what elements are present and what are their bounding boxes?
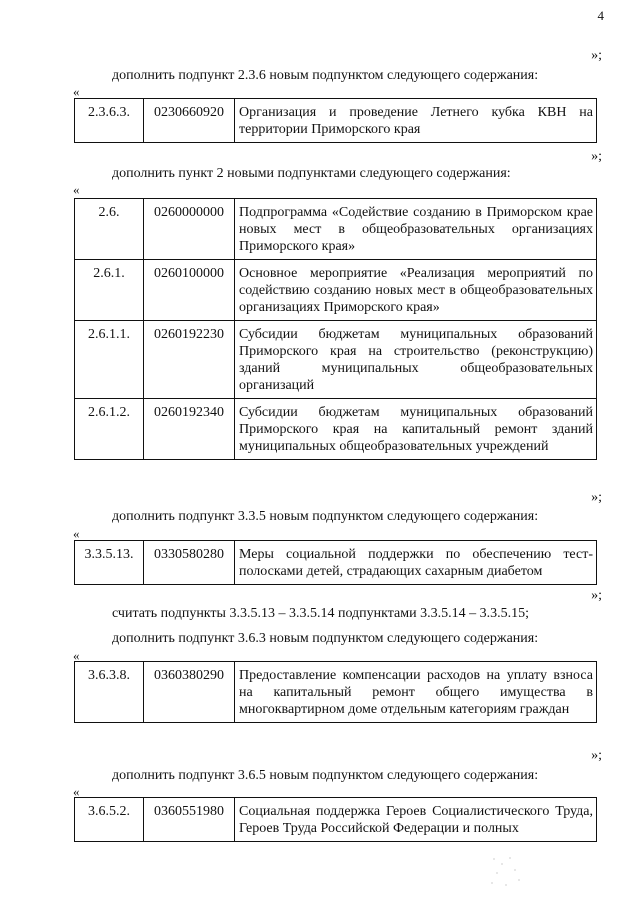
section-table [74, 540, 597, 585]
opening-quote: « [73, 648, 80, 663]
row-code: 0360551980 [144, 798, 235, 842]
section-table [74, 661, 597, 723]
section-intro: дополнить подпункт 3.6.3 новым подпунктом следующего содержания: [112, 631, 539, 646]
row-code: 0260192340 [144, 399, 235, 460]
opening-quote: « [73, 84, 80, 99]
page-number: 4 [597, 8, 604, 23]
row-code: 0260192230 [144, 321, 235, 399]
row-number: 2.6.1.2. [75, 399, 144, 460]
row-number: 2.6. [75, 199, 144, 260]
section-table [74, 98, 597, 143]
closing-quote: »; [591, 748, 602, 763]
opening-quote: « [73, 526, 80, 541]
row-number: 2.6.1.1. [75, 321, 144, 399]
section-intro: дополнить подпункт 3.3.5 новым подпунктом следующего содержания: [112, 509, 539, 524]
scan-noise-dots [488, 855, 528, 895]
row-code: 0330580280 [144, 541, 235, 585]
row-number: 2.3.6.3. [75, 99, 144, 143]
table-row [75, 321, 597, 399]
section-table [74, 198, 597, 460]
row-code: 0260100000 [144, 260, 235, 321]
opening-quote: « [73, 784, 80, 799]
row-text: Основное мероприятие «Реализация мероприятий по содействию созданию новых мест в общеобразовательных организациях Приморского края» [235, 260, 597, 321]
row-text: Субсидии бюджетам муниципальных образований Приморского края на капитальный ремонт зданий муниципальных общеобразовательных учреждений [235, 399, 597, 460]
table-row [75, 199, 597, 260]
row-text: Социальная поддержка Героев Социалистического Труда, Героев Труда Российской Федерации и полных [235, 798, 597, 842]
section-intro: дополнить подпункт 3.6.5 новым подпунктом следующего содержания: [112, 768, 539, 783]
row-number: 3.3.5.13. [75, 541, 144, 585]
table-row [75, 541, 597, 585]
row-text: Субсидии бюджетам муниципальных образований Приморского края на строительство (реконструкцию) зданий муниципальных общеобразовательных организаций [235, 321, 597, 399]
opening-quote: « [73, 182, 80, 197]
row-code: 0230660920 [144, 99, 235, 143]
row-number: 2.6.1. [75, 260, 144, 321]
closing-quote: »; [591, 48, 602, 63]
row-text: Предоставление компенсации расходов на уплату взноса на капитальный ремонт общего имущества в многоквартирном доме отдельным категориям граждан [235, 662, 597, 723]
row-number: 3.6.5.2. [75, 798, 144, 842]
renumber-instruction: считать подпункты 3.3.5.13 – 3.3.5.14 подпунктами 3.3.5.14 – 3.3.5.15; [112, 606, 530, 621]
section-intro: дополнить пункт 2 новыми подпунктами следующего содержания: [112, 166, 511, 181]
table-row [75, 399, 597, 460]
row-text: Подпрограмма «Содействие созданию в Приморском крае новых мест в общеобразовательных организациях Приморского края» [235, 199, 597, 260]
table-row [75, 99, 597, 143]
table-row [75, 260, 597, 321]
table-row [75, 662, 597, 723]
table-row [75, 798, 597, 842]
row-code: 0360380290 [144, 662, 235, 723]
closing-quote: »; [591, 588, 602, 603]
section-table [74, 797, 597, 842]
closing-quote: »; [591, 149, 602, 164]
row-text: Меры социальной поддержки по обеспечению тест-полосками детей, страдающих сахарным диабетом [235, 541, 597, 585]
closing-quote: »; [591, 490, 602, 505]
row-code: 0260000000 [144, 199, 235, 260]
row-text: Организация и проведение Летнего кубка КВН на территории Приморского края [235, 99, 597, 143]
section-intro: дополнить подпункт 2.3.6 новым подпунктом следующего содержания: [112, 68, 539, 83]
row-number: 3.6.3.8. [75, 662, 144, 723]
